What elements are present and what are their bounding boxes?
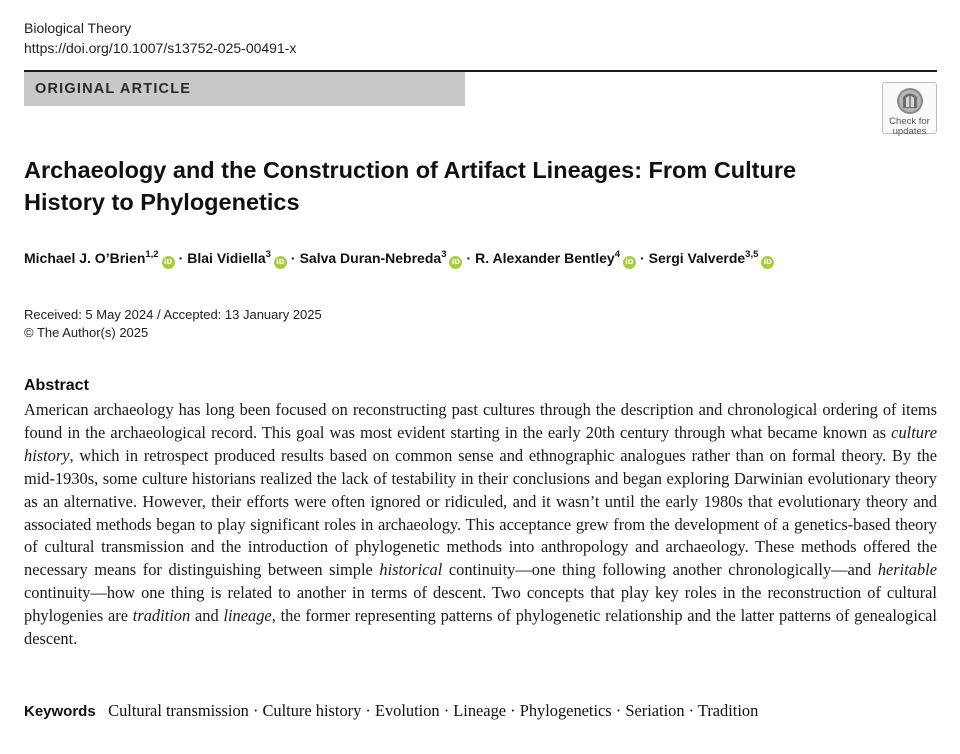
author-name[interactable]: Blai Vidiella [187, 250, 266, 266]
abstract-text-run: , which in retrospect produced results based on common sense and ethnographic analogues rather than on formal theory. By the mid-1930s, some culture historians realized the lack of testability in their conclusions and began exploring Darwinian evolutionary theory as an alternative. However, their efforts were often ignored or ridiculed, and it wasn’t until the early 1980s that evolutionary theory and associated methods began to play significant roles in archaeology. This acceptance grew from the development of a genetics-based theory of cultural transmission and the introduction of phylogenetic methods into anthropology and archaeology. These methods offered the necessary means for distinguishing between simple [24, 445, 937, 580]
author-affiliation: 3,5 [745, 249, 759, 260]
abstract-italic-term: heritable [877, 560, 937, 580]
keyword-item: Evolution [374, 701, 440, 720]
keyword-separator: · [684, 701, 698, 720]
abstract-heading: Abstract [24, 377, 89, 394]
journal-name: Biological Theory [24, 20, 132, 36]
author-affiliation: 4 [614, 249, 620, 260]
author-separator: · [290, 250, 296, 266]
keywords-list [108, 701, 758, 720]
orcid-icon[interactable]: iD [761, 256, 774, 269]
keywords-label: Keywords [24, 703, 96, 720]
abstract-text-run: continuity—how one thing is related to another in terms of descent. Two concepts that play key roles in the reconstruction of cultural phylogenies are [24, 583, 937, 626]
keyword-separator: · [248, 701, 263, 720]
abstract-italic-term: historical [379, 560, 443, 580]
copyright-notice: © The Author(s) 2025 [24, 325, 149, 340]
abstract-text-run: continuity—one thing following another chronologically—and [442, 560, 878, 580]
abstract-text [24, 399, 937, 651]
abstract-text-run: and [190, 606, 224, 626]
title-line: History to Phylogenetics [24, 189, 300, 215]
doi-link[interactable]: https://doi.org/10.1007/s13752-025-00491-x [24, 40, 297, 56]
keyword-item: Lineage [453, 701, 507, 720]
article-type-banner: ORIGINAL ARTICLE [24, 72, 465, 106]
keyword-item: Culture history [262, 701, 362, 720]
title-line: Archaeology and the Construction of Artifact Lineages: From Culture [24, 157, 797, 183]
author-name[interactable]: Salva Duran-Nebreda [299, 250, 442, 266]
abstract-italic-term: culture history [24, 422, 937, 465]
abstract-text-run: , the former representing patterns of phylogenetic relationship and the latter patterns of genealogical descent. [24, 606, 937, 649]
author-name[interactable]: Michael J. O’Brien [24, 250, 146, 266]
keyword-item: Tradition [697, 701, 759, 720]
orcid-icon[interactable]: iD [449, 256, 462, 269]
author-separator: · [466, 250, 472, 266]
check-updates-icon [895, 86, 925, 116]
keyword-item: Phylogenetics [519, 701, 612, 720]
author-affiliation: 3 [441, 249, 447, 260]
keyword-separator: · [506, 701, 520, 720]
abstract-italic-term: tradition [132, 606, 191, 626]
orcid-icon[interactable]: iD [623, 256, 636, 269]
check-for-updates-button[interactable] [882, 82, 937, 137]
keywords-section [24, 700, 758, 723]
abstract-text-run: American archaeology has long been focused on reconstructing past cultures through the description and chronological ordering of items found in the archaeological record. This goal was most evident starting in the early 20th century through what became known as [24, 400, 937, 442]
author-affiliation: 3 [265, 249, 271, 260]
keyword-separator: · [361, 701, 375, 720]
keyword-item: Cultural transmission [108, 701, 249, 720]
keyword-separator: · [439, 701, 454, 720]
orcid-icon[interactable]: iD [274, 256, 287, 269]
author-name[interactable]: Sergi Valverde [648, 250, 746, 266]
keyword-item: Seriation [625, 701, 685, 720]
article-title [24, 154, 904, 218]
author-name[interactable]: R. Alexander Bentley [475, 250, 615, 266]
abstract-italic-term: lineage [223, 606, 272, 626]
check-updates-label: Check for updates [889, 116, 930, 137]
author-affiliation: 1,2 [145, 249, 159, 260]
received-accepted-dates: Received: 5 May 2024 / Accepted: 13 January 2025 [24, 307, 322, 322]
keyword-separator: · [611, 701, 626, 720]
author-separator: · [639, 250, 645, 266]
author-list [24, 248, 944, 269]
orcid-icon[interactable]: iD [162, 256, 175, 269]
author-separator: · [178, 250, 184, 266]
